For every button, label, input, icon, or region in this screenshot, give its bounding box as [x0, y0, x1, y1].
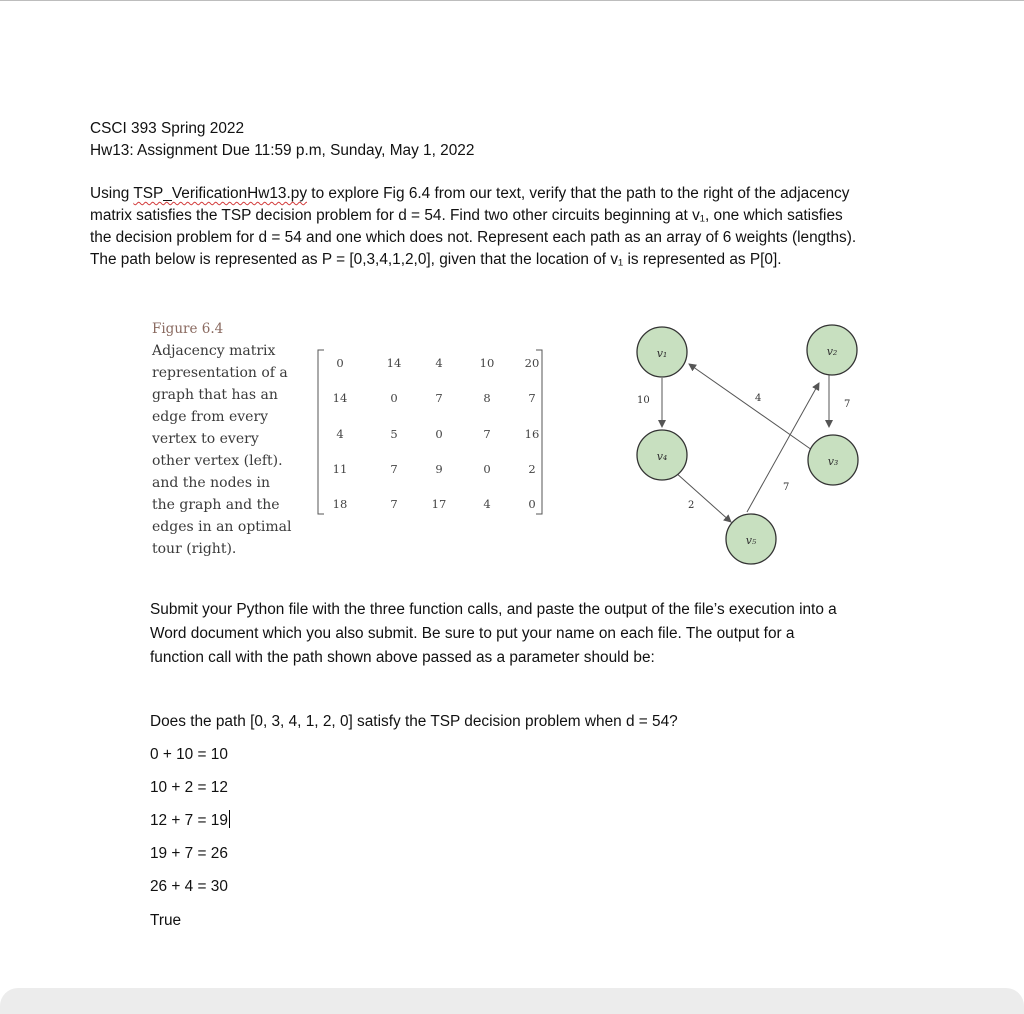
figure-caption: [152, 318, 312, 560]
caption-line: Adjacency matrix: [152, 343, 276, 359]
instructions-line-3: the decision problem for d = 54 and one which does not. Represent each path as an array of 6 weights (lengths).: [90, 229, 857, 246]
output-sum-line: 26 + 4 = 30: [150, 878, 228, 895]
matrix-cell: 7: [483, 427, 491, 441]
edge-v4-v5: [675, 472, 731, 522]
matrix-cell: 0: [483, 462, 491, 476]
matrix-left-bracket: [318, 350, 324, 514]
window-bottom-edge: [0, 988, 1024, 1014]
submit-line-1: Submit your Python file with the three function calls, and paste the output of the file’s execution into a: [150, 601, 837, 618]
edge-label: 7: [783, 482, 790, 493]
assignment-due: Hw13: Assignment Due 11:59 p.m, Sunday, May 1, 2022: [90, 142, 475, 159]
figure-label: Figure 6.4: [152, 321, 224, 337]
edge-v3-v1: [689, 364, 812, 450]
edge-label: 10: [637, 395, 650, 406]
submit-line-3: function call with the path shown above passed as a parameter should be:: [150, 649, 655, 666]
matrix-cell: 0: [528, 497, 536, 511]
matrix-cell: 14: [332, 391, 348, 405]
matrix-cell: 11: [332, 462, 348, 476]
filename-text: TSP_VerificationHw13.py: [133, 185, 308, 202]
node-v4-label: v₄: [656, 450, 668, 463]
caption-line: tour (right).: [152, 541, 237, 557]
caption-line: edge from every: [152, 409, 269, 425]
submit-paragraph: [150, 598, 837, 670]
matrix-cell: 17: [431, 497, 447, 511]
matrix-cell: 20: [524, 356, 540, 370]
course-title: CSCI 393 Spring 2022: [90, 120, 245, 137]
instructions-line-1: Using TSP_VerificationHw13.py to explore Fig 6.4 from our text, verify that the path to the right of the adjacency: [90, 185, 850, 202]
node-v1-label: v₁: [656, 347, 668, 360]
caption-line: edges in an optimal: [152, 519, 292, 535]
output-result: True: [150, 912, 182, 929]
output-sum-line: 10 + 2 = 12: [150, 779, 228, 796]
instructions-line-2: matrix satisfies the TSP decision problem for d = 54. Find two other circuits beginning at v₁, one which satisfies: [90, 207, 843, 224]
matrix-cell: 2: [528, 462, 536, 476]
graph-edges: [662, 364, 829, 522]
caption-line: graph that has an: [152, 387, 278, 403]
matrix-cell: 9: [435, 462, 443, 476]
matrix-cell: 4: [336, 427, 344, 441]
adjacency-matrix: [310, 340, 560, 525]
matrix-cell: 0: [390, 391, 398, 405]
matrix-cell: 10: [479, 356, 495, 370]
matrix-cell: 4: [435, 356, 443, 370]
edge-label: 4: [755, 393, 762, 404]
edge-label: 7: [844, 399, 851, 410]
matrix-cell: 7: [528, 391, 536, 405]
matrix-cell: 16: [524, 427, 540, 441]
matrix-cell: 7: [390, 497, 398, 511]
matrix-cell: 8: [483, 391, 491, 405]
caption-line: and the nodes in: [152, 475, 270, 491]
text-cursor: [229, 810, 230, 828]
matrix-cell: 7: [390, 462, 398, 476]
node-v5-label: v₅: [745, 534, 757, 547]
caption-line: other vertex (left).: [152, 453, 283, 469]
matrix-cell: 5: [390, 427, 398, 441]
matrix-cell: 0: [435, 427, 443, 441]
output-sum-line: 19 + 7 = 26: [150, 845, 228, 862]
matrix-cell: 18: [332, 497, 348, 511]
instructions-line-4: The path below is represented as P = [0,3,4,1,2,0], given that the location of v₁ is represented as P[0].: [90, 251, 782, 268]
matrix-cell: 0: [336, 356, 344, 370]
caption-line: representation of a: [152, 365, 288, 381]
matrix-cell: 4: [483, 497, 491, 511]
caption-line: vertex to every: [152, 431, 259, 447]
caption-line: the graph and the: [152, 497, 280, 513]
node-v2-label: v₂: [826, 345, 838, 358]
instructions-paragraph: [90, 183, 950, 271]
matrix-cell: 7: [435, 391, 443, 405]
submit-line-2: Word document which you also submit. Be sure to put your name on each file. The output for a: [150, 625, 795, 642]
output-sum-line: 12 + 7 = 19: [150, 812, 228, 829]
matrix-cell: 14: [386, 356, 402, 370]
output-question: Does the path [0, 3, 4, 1, 2, 0] satisfy the TSP decision problem when d = 54?: [150, 713, 678, 730]
output-sum-line: 0 + 10 = 10: [150, 746, 228, 763]
node-v3-label: v₃: [827, 455, 839, 468]
optimal-tour-graph: [620, 315, 880, 580]
edge-label: 2: [688, 500, 695, 511]
top-border: [0, 0, 1024, 1]
